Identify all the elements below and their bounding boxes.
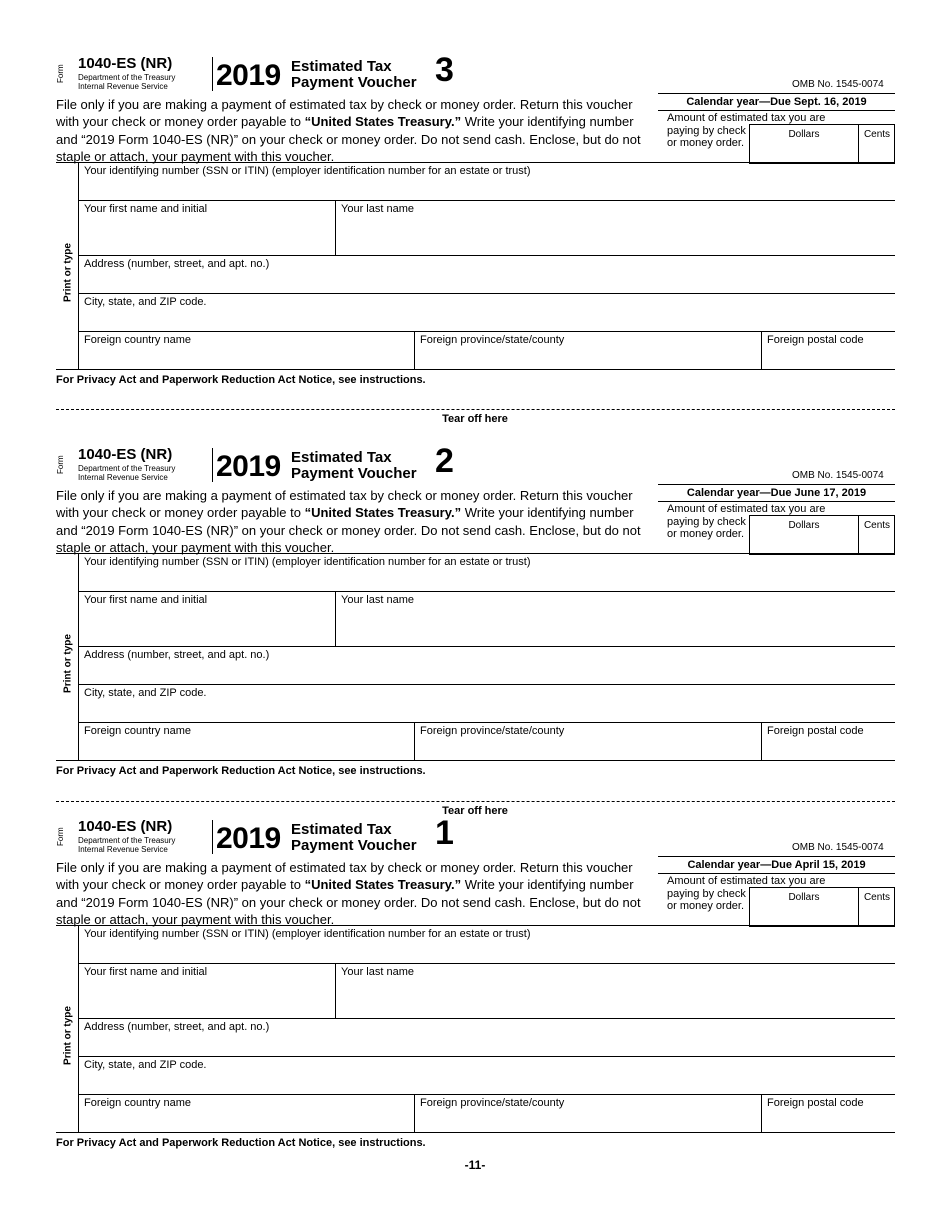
foreign-postal-code-field[interactable]: Foreign postal code	[767, 1097, 864, 1109]
first-name-field[interactable]: Your first name and initial	[79, 592, 336, 646]
taxpayer-info-grid	[56, 553, 895, 761]
first-name-field[interactable]: Your first name and initial	[79, 964, 336, 1018]
first-name-field[interactable]: Your first name and initial	[79, 201, 336, 255]
voucher-instructions: File only if you are making a payment of estimated tax by check or money order. Return this voucher with your check or money order payable to “United States Treasury.” Write your identifying number and “2019 Form 1040-ES (NR)” on your check or money order. Do not send cash. Enclose, but do not staple or attach, your payment with this voucher.	[56, 860, 641, 927]
calendar-year-due-date: Calendar year—Due April 15, 2019	[658, 857, 895, 874]
omb-number: OMB No. 1545-0074	[792, 470, 884, 481]
privacy-notice: For Privacy Act and Paperwork Reduction Act Notice, see instructions.	[56, 765, 426, 777]
agency-name: Department of the Treasury Internal Revenue Service	[78, 836, 176, 854]
amount-label-continued: paying by check or money order.	[667, 516, 746, 540]
print-or-type-column	[56, 554, 79, 760]
amount-input[interactable]	[749, 515, 895, 555]
voucher-instructions: File only if you are making a payment of estimated tax by check or money order. Return this voucher with your check or money order payable to “United States Treasury.” Write your identifying number and “2019 Form 1040-ES (NR)” on your check or money order. Do not send cash. Enclose, but do not staple or attach, your payment with this voucher.	[56, 488, 641, 555]
tax-year: 2019	[216, 450, 281, 483]
address-field[interactable]: Address (number, street, and apt. no.)	[84, 258, 270, 270]
form-word: Form	[56, 827, 65, 846]
address-row	[79, 647, 895, 685]
city-row	[79, 294, 895, 332]
dollars-field[interactable]: Dollars	[750, 125, 859, 163]
foreign-postal-code-field[interactable]: Foreign postal code	[767, 334, 864, 346]
form-word: Form	[56, 455, 65, 474]
foreign-address-row	[79, 332, 895, 369]
print-or-type-label: Print or type	[62, 243, 74, 302]
voucher-title: Estimated Tax Payment Voucher	[291, 449, 417, 482]
voucher-title: Estimated Tax Payment Voucher	[291, 58, 417, 91]
tax-year: 2019	[216, 822, 281, 855]
city-state-zip-field[interactable]: City, state, and ZIP code.	[84, 687, 207, 699]
page-number: -11-	[464, 1158, 486, 1172]
tear-line-2	[56, 801, 895, 802]
foreign-province-field[interactable]: Foreign province/state/county	[415, 332, 762, 369]
voucher-title: Estimated Tax Payment Voucher	[291, 821, 417, 854]
foreign-country-field[interactable]: Foreign country name	[79, 332, 415, 369]
amount-box	[658, 484, 895, 556]
identifying-number-row	[79, 163, 895, 201]
form-word: Form	[56, 64, 65, 83]
city-state-zip-field[interactable]: City, state, and ZIP code.	[84, 1059, 207, 1071]
last-name-field[interactable]: Your last name	[341, 966, 414, 978]
city-state-zip-field[interactable]: City, state, and ZIP code.	[84, 296, 207, 308]
foreign-country-field[interactable]: Foreign country name	[79, 1095, 415, 1132]
form-number: 1040-ES (NR)	[78, 55, 173, 72]
amount-input[interactable]	[749, 887, 895, 927]
identifying-number-field[interactable]: Your identifying number (SSN or ITIN) (employer identification number for an estate or trust)	[84, 165, 531, 177]
print-or-type-column	[56, 926, 79, 1132]
header-divider	[212, 448, 213, 482]
header-divider	[212, 820, 213, 854]
form-number: 1040-ES (NR)	[78, 818, 173, 835]
form-number: 1040-ES (NR)	[78, 446, 173, 463]
calendar-year-due-date: Calendar year—Due Sept. 16, 2019	[658, 94, 895, 111]
amount-box	[658, 856, 895, 928]
cents-field[interactable]: Cents	[863, 892, 891, 903]
voucher-number: 3	[435, 51, 454, 89]
identifying-number-field[interactable]: Your identifying number (SSN or ITIN) (employer identification number for an estate or trust)	[84, 928, 531, 940]
city-row	[79, 1057, 895, 1095]
dollars-field[interactable]: Dollars	[750, 888, 859, 926]
last-name-field[interactable]: Your last name	[341, 203, 414, 215]
foreign-address-row	[79, 723, 895, 760]
voucher-number: 1	[435, 814, 454, 852]
tear-off-label-1: Tear off here	[442, 413, 508, 425]
identifying-number-row	[79, 926, 895, 964]
omb-number: OMB No. 1545-0074	[792, 842, 884, 853]
omb-number: OMB No. 1545-0074	[792, 79, 884, 90]
foreign-province-field[interactable]: Foreign province/state/county	[415, 723, 762, 760]
city-row	[79, 685, 895, 723]
name-row	[79, 964, 895, 1019]
amount-input[interactable]	[749, 124, 895, 164]
privacy-notice: For Privacy Act and Paperwork Reduction Act Notice, see instructions.	[56, 1137, 426, 1149]
foreign-province-field[interactable]: Foreign province/state/county	[415, 1095, 762, 1132]
print-or-type-label: Print or type	[62, 634, 74, 693]
print-or-type-column	[56, 163, 79, 369]
tear-line-1	[56, 409, 895, 410]
amount-label-continued: paying by check or money order.	[667, 125, 746, 149]
name-row	[79, 592, 895, 647]
dollars-field[interactable]: Dollars	[750, 516, 859, 554]
voucher-number: 2	[435, 442, 454, 480]
last-name-field[interactable]: Your last name	[341, 594, 414, 606]
agency-name: Department of the Treasury Internal Revenue Service	[78, 73, 176, 91]
cents-field[interactable]: Cents	[863, 129, 891, 140]
name-row	[79, 201, 895, 256]
amount-label-continued: paying by check or money order.	[667, 888, 746, 912]
header-divider	[212, 57, 213, 91]
address-row	[79, 256, 895, 294]
foreign-country-field[interactable]: Foreign country name	[79, 723, 415, 760]
amount-label: Amount of estimated tax you are	[667, 875, 826, 887]
taxpayer-info-grid	[56, 162, 895, 370]
agency-name: Department of the Treasury Internal Revenue Service	[78, 464, 176, 482]
taxpayer-info-grid	[56, 925, 895, 1133]
address-row	[79, 1019, 895, 1057]
address-field[interactable]: Address (number, street, and apt. no.)	[84, 649, 270, 661]
address-field[interactable]: Address (number, street, and apt. no.)	[84, 1021, 270, 1033]
tear-off-label-2: Tear off here	[442, 805, 508, 817]
foreign-address-row	[79, 1095, 895, 1132]
calendar-year-due-date: Calendar year—Due June 17, 2019	[658, 485, 895, 502]
voucher-instructions: File only if you are making a payment of estimated tax by check or money order. Return this voucher with your check or money order payable to “United States Treasury.” Write your identifying number and “2019 Form 1040-ES (NR)” on your check or money order. Do not send cash. Enclose, but do not staple or attach, your payment with this voucher.	[56, 97, 641, 164]
cents-field[interactable]: Cents	[863, 520, 891, 531]
tax-year: 2019	[216, 59, 281, 92]
amount-label: Amount of estimated tax you are	[667, 503, 826, 515]
foreign-postal-code-field[interactable]: Foreign postal code	[767, 725, 864, 737]
amount-box	[658, 93, 895, 165]
identifying-number-field[interactable]: Your identifying number (SSN or ITIN) (employer identification number for an estate or trust)	[84, 556, 531, 568]
print-or-type-label: Print or type	[62, 1006, 74, 1065]
identifying-number-row	[79, 554, 895, 592]
amount-label: Amount of estimated tax you are	[667, 112, 826, 124]
privacy-notice: For Privacy Act and Paperwork Reduction Act Notice, see instructions.	[56, 374, 426, 386]
